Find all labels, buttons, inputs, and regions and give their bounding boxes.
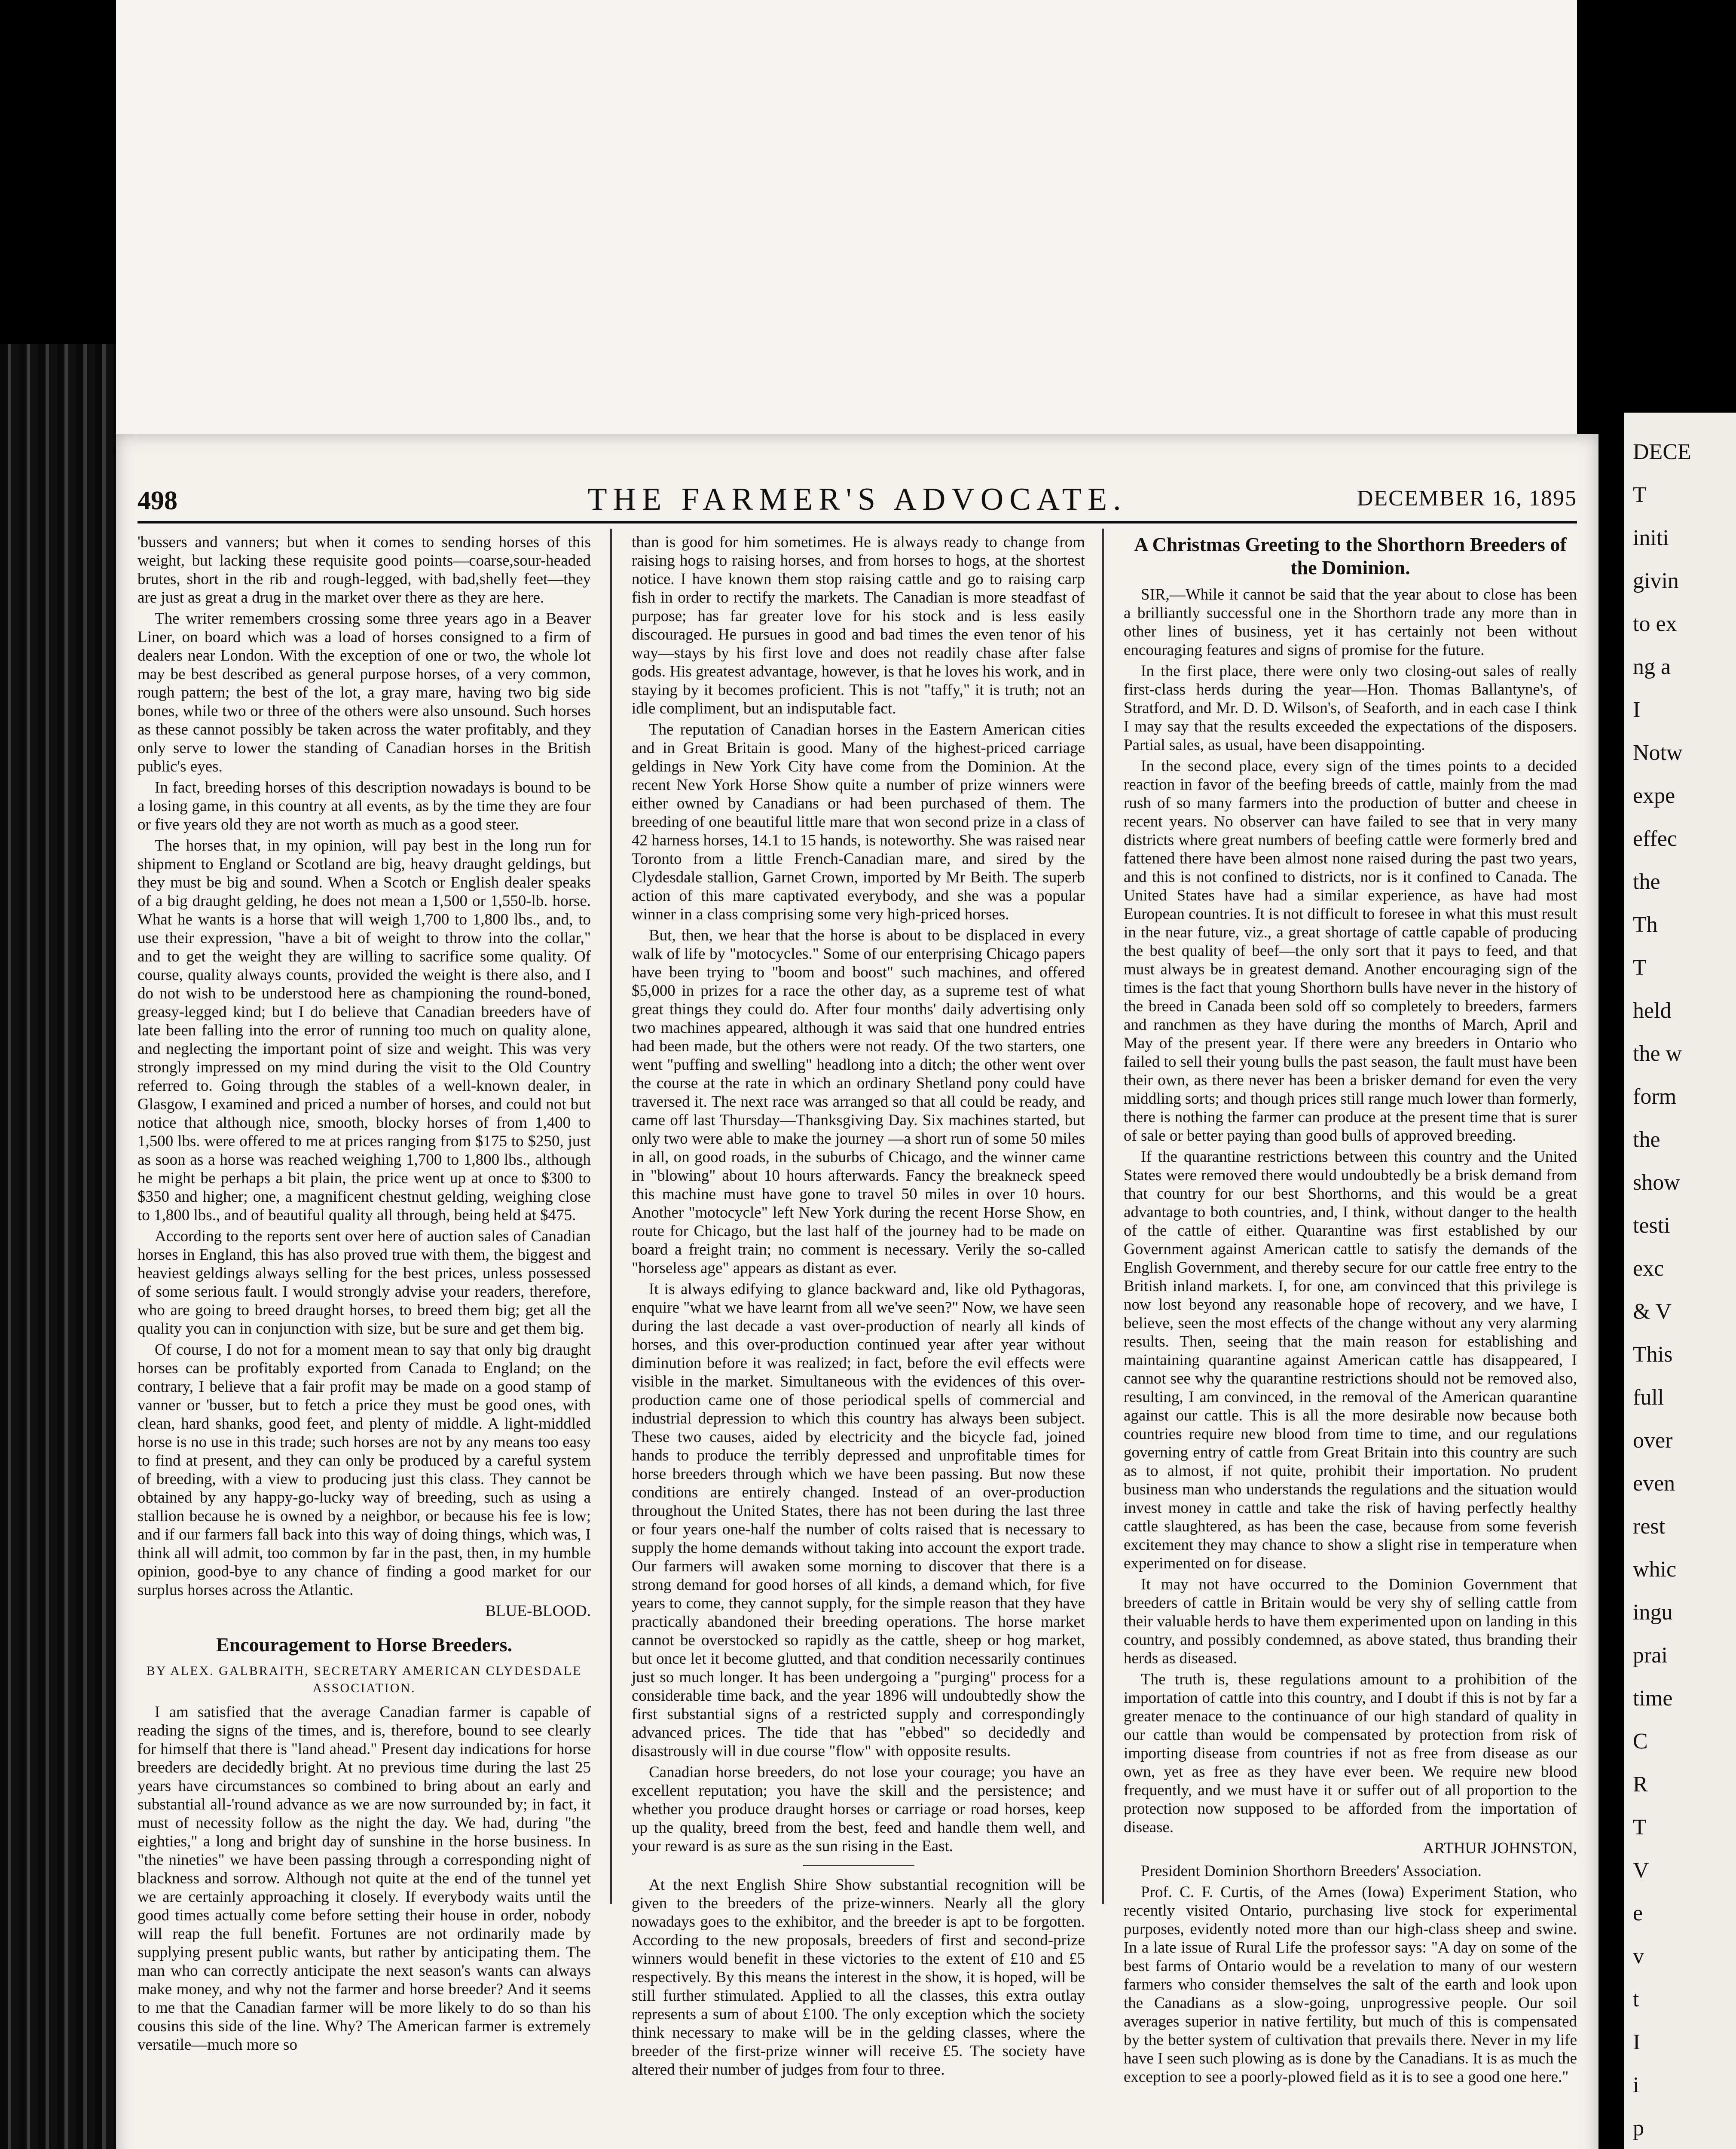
adjacent-page-fragment: C [1633, 1729, 1648, 1754]
binding-edge [0, 344, 116, 2149]
adjacent-page-fragment: testi [1633, 1213, 1670, 1238]
signature: BLUE-BLOOD. [485, 1602, 591, 1620]
adjacent-page-fragment: T [1633, 1815, 1647, 1840]
signature-title: President Dominion Shorthorn Breeders' Association. [1141, 1862, 1482, 1880]
adjacent-page-fragment: show [1633, 1170, 1680, 1195]
adjacent-page-fragment: givin [1633, 569, 1679, 593]
paragraph: It may not have occurred to the Dominion Government that breeders of cattle in Britain would be very shy of selling cattle from their valuable herds to have them experimented upon on landing in this country, and possibly condemned, as above stated, thus branding their herds as diseased. [1124, 1576, 1577, 1667]
masthead: THE FARMER'S ADVOCATE. [587, 482, 1127, 517]
adjacent-page-fragment: T [1633, 955, 1647, 980]
adjacent-page-fragment: v [1633, 1944, 1644, 1968]
adjacent-page-fragment: prai [1633, 1643, 1668, 1668]
issue-date: DECEMBER 16, 1895 [1357, 486, 1577, 511]
article-title: A Christmas Greeting to the Shorthorn Breeders of the Dominion. [1134, 533, 1567, 579]
column-divider [610, 529, 612, 1904]
paragraph: than is good for him sometimes. He is always ready to change from raising hogs to raising horses, and from horses to hogs, at the shortest notice. I have known them stop raising cattle and go to raising carp fish in order to rectify the markets. The Canadian is more steadfast of purpose; has far greater love for his stock and is less easily discouraged. He pursues in good and bad times the even tenor of his way—stays by his first love and does not readily chase after false gods. His greatest advantage, however, is that he loves his work, and in staying by it becomes proficient. This is not "taffy," it is truth; not an idle compliment, but an indisputable fact. [632, 533, 1085, 717]
adjacent-page [1624, 413, 1736, 2149]
paragraph: At the next English Shire Show substantial recognition will be given to the breeders of the prize-winners. Nearly all the glory nowadays goes to the exhibitor, and the breeder is apt to be forgotten. According to the new proposals, breeders of first and second-prize winners would benefit in these victories to the extent of £10 and £5 respectively. By this means the interest in the show, it is hoped, will be still further stimulated. Applied to all the classes, this extra outlay represents a sum of about £100. The only exception which the society think necessary to make will be in the gelding classes, where the breeder of the first-prize winner will receive £5. The society have altered their number of judges from four to three. [632, 1876, 1085, 2079]
column-2 [632, 533, 1085, 2082]
column-3 [1124, 533, 1577, 2089]
adjacent-page-fragment: T [1633, 483, 1647, 507]
blank-sheet [116, 0, 1577, 434]
adjacent-page-fragment: to ex [1633, 612, 1677, 636]
paragraph: According to the reports sent over here of auction sales of Canadian horses in England, this has also proved true with them, the biggest and heaviest geldings always selling for the best prices, unless possessed of some serious fault. I would strongly advise your readers, therefore, who are going to breed draught horses, to breed them big; get all the quality you can in conjunction with size, but be sure and get them big. [138, 1228, 591, 1338]
page-number: 498 [138, 486, 177, 515]
adjacent-page-fragment: V [1633, 1858, 1649, 1883]
adjacent-page-fragment: held [1633, 998, 1672, 1023]
adjacent-page-fragment: over [1633, 1428, 1673, 1453]
adjacent-page-fragment: ingu [1633, 1600, 1673, 1625]
paragraph: 'bussers and vanners; but when it comes to sending horses of this weight, but lacking these requisite good points—coarse,sour-headed brutes, short in the rib and rough-legged, with bad,shelly feet—they are just as great a drug in the market over there as they are here. [138, 533, 591, 606]
adjacent-page-fragment: initi [1633, 526, 1669, 550]
paragraph: The horses that, in my opinion, will pay best in the long run for shipment to England or Scotland are big, heavy draught geldings, but they must be big and sound. When a Scotch or English dealer speaks of a big draught gelding, he does not mean a 1,500 or 1,550-lb. horse. What he wants is a horse that will weigh 1,700 to 1,800 lbs., and, to use their expression, "have a bit of weight to throw into the collar," and to get the weight they are willing to sacrifice some quality. Of course, quality always counts, provided the weight is there also, and I do not wish to be understood here as championing the round-boned, greasy-legged kind; but I do believe that Canadian breeders have of late been falling into the error of running too much on quality alone, and neglecting the important point of size and weight. This was very strongly impressed on my mind during the visit to the Old Country referred to. Going through the stables of a well-known dealer, in Glasgow, I examined and priced a number of horses, and could not but notice that although nice, smooth, blocky horses of from 1,400 to 1,500 lbs. were offered to me at prices ranging from $175 to $250, just as soon as a horse was reached weighing 1,700 to 1,800 lbs., although he might be perhaps a bit plain, the price went up at once to $300 to $350 and higher; one, a magnificent chestnut gelding, weighing close to 1,800 lbs., and of beautiful quality all through, being held at $475. [138, 837, 591, 1224]
header-rule [138, 521, 1577, 523]
paragraph: Canadian horse breeders, do not lose your courage; you have an excellent reputation; you have the skill and the persistence; and whether you produce draught horses or carriage or road horses, keep up the quality, breed from the best, feed and handle them well, and your reward is as sure as the sun rising in the East. [632, 1763, 1085, 1855]
adjacent-page-fragment: DECE [1633, 440, 1691, 464]
signature: ARTHUR JOHNSTON, [1423, 1840, 1577, 1857]
adjacent-page-fragment: Notw [1633, 741, 1683, 765]
adjacent-page-fragment: the [1633, 869, 1660, 894]
adjacent-page-fragment: rest [1633, 1514, 1666, 1539]
section-separator [803, 1865, 914, 1866]
adjacent-page-fragment: expe [1633, 784, 1675, 808]
paragraph: The reputation of Canadian horses in the Eastern American cities and in Great Britain is good. Many of the highest-priced carriage geldings in New York City have come from the Dominion. At the recent New York Horse Show quite a number of prize winners were either owned by Canadians or had been purchased of them. The breeding of one beautiful little mare that won second prize in a class of 42 harness horses, 14.1 to 15 hands, is noteworthy. She was raised near Toronto from a little French-Canadian mare, and sired by the Clydesdale stallion, Garnet Crown, imported by Mr Beith. The superb action of this mare captivated everybody, and she was a popular winner in a class comprising some very high-priced horses. [632, 721, 1085, 923]
paragraph: If the quarantine restrictions between this country and the United States were removed there would undoubtedly be a brisk demand from that country for our best Shorthorns, and this would be a great advantage to both countries, and, I think, without danger to the health of the cattle of either. Quarantine was first established by our Government against American cattle to satisfy the demands of the English Government, and thereby secure for our cattle free entry to the British inland markets. I, for one, am convinced that this privilege is now lost beyond any reasonable hope of recovery, and we have, I believe, seen the most effects of the change without any very alarming results. Then, seeing that the main reason for establishing and maintaining quarantine against American cattle has disappeared, I cannot see why the quarantine restrictions should not be removed also, resulting, I am convinced, in the removal of the American quarantine against our cattle. This is all the more desirable now because both countries require new blood from time to time, and our regulations governing entry of cattle from Great Britain into this country are such as to almost, if not quite, prohibit their importation. No prudent business man who understands the regulations and the situation would invest money in cattle and take the risk of having perfectly healthy cattle slaughtered, as has been the case, because from some feverish excitement they may chance to show a slight rise in temperature when experimented on for disease. [1124, 1148, 1577, 1572]
paragraph: It is always edifying to glance backward and, like old Pythagoras, enquire "what we have learnt from all we've seen?" Now, we have seen during the last decade a vast over-production of nearly all kinds of horses, and this over-production continued year after year without diminution before it was realized; in fact, before the evil effects were visible in the market. Simultaneous with the evidences of this over-production came one of those periodical spells of commercial and industrial depression to which this country has always been subject. These two causes, aided by electricity and the bicycle fad, joined hands to produce the terribly depressed and unprofitable times for horse breeders through which we have been passing. But now these conditions are entirely changed. Instead of an over-production throughout the United States, there has not been during the last three or four years one-half the number of colts raised that is necessary to supply the home demands without taking into account the export trade. Our farmers will awaken some morning to discover that there is a strong demand for good horses of all kinds, a demand which, for five years to come, they cannot supply, for the simple reason that they have practically abandoned their breeding operations. The horse market cannot be overstocked so rapidly as the cattle, sheep or hog market, but once let it become glutted, and that condition necessarily continues just so much longer. It has been undergoing a "purging" process for a considerable time back, and the year 1896 will undoubtedly show the first substantial signs of a restricted supply and correspondingly advanced prices. The tide that has "ebbed" so decidedly and disastrously will in due course "flow" with opposite results. [632, 1280, 1085, 1760]
paragraph: I am satisfied that the average Canadian farmer is capable of reading the signs of the times, and is, therefore, bound to see clearly for himself that there is "land ahead." Present day indications for horse breeders are decidedly bright. At no previous time during the last 25 years have circumstances so combined to bring about an early and substantial all-'round advance as we are now surrounded by; in fact, it must of necessity follow as the night the day. We had, during "the eighties," a long and bright day of sunshine in the horse business. In "the nineties" we have been passing through a corresponding night of blackness and sorrow. Although not quite at the end of the tunnel yet we are certainly approaching it closely. If everybody waits until the good times actually come before setting their house in order, nobody will reap the full benefit. Fortunes are not ordinarily made by supplying present public wants, but rather by anticipating them. The man who can correctly anticipate the next season's wants can always make money, and why not the farmer and horse breeder? And it seems to me that the Canadian farmer will be more likely to do so than his cousins this side of the line. Why? The American farmer is extremely versatile—much more so [138, 1703, 591, 2054]
adjacent-page-fragment: Th [1633, 912, 1658, 937]
column-divider [1102, 529, 1104, 1904]
adjacent-page-fragment: p [1633, 2116, 1644, 2140]
page-header [138, 481, 1577, 520]
adjacent-page-fragment: time [1633, 1686, 1673, 1711]
paragraph: The truth is, these regulations amount to a prohibition of the importation of cattle into this country, and I doubt if this is not by far a greater menace to the continuance of our high standard of quality in our cattle than would be compensated by protection from risk of importing disease from countries if not as free from disease as our own, yet as free as they have ever been. We require new blood frequently, and we must have it or suffer out of all proportion to the protection now supposed to be afforded from the importation of disease. [1124, 1671, 1577, 1836]
paragraph: SIR,—While it cannot be said that the year about to close has been a brilliantly successful one in the Shorthorn trade any more than in other lines of business, yet it has certainly not been without encouraging features and signs of promise for the future. [1124, 586, 1577, 659]
adjacent-page-fragment: the [1633, 1127, 1660, 1152]
adjacent-page-fragment: & V [1633, 1299, 1672, 1324]
paragraph: But, then, we hear that the horse is about to be displaced in every walk of life by "motocycles." Some of our enterprising Chicago papers have been trying to "boom and boost" such machines, and offered $5,000 in prizes for a race the other day, as a supreme test of what great things they could do. After four months' daily advertising only two machines appeared, although it was said that one hundred entries had been made, but the others were not ready. Of the two starters, one went "puffing and swelling" headlong into a ditch; the other went over the course at the rate in which an ordinary Shetland pony could have traversed it. The next race was arranged so that all could be ready, and came off last Thursday—Thanksgiving Day. Six machines started, but only two were able to make the journey —a short run of some 50 miles in all, on good roads, in the suburbs of Chicago, and the winner came in "blowing" about 10 hours afterwards. Fancy the breakneck speed this machine must have gone to travel 50 miles in over 10 hours. Another "motocycle" left New York during the recent Horse Show, en route for Chicago, but the last half of the journey had to be made on board a freight train; no comment is necessary. Verily the so-called "horseless age" appears as distant as ever. [632, 927, 1085, 1277]
adjacent-page-fragment: even [1633, 1471, 1675, 1496]
column-1 [138, 533, 591, 2057]
byline: BY ALEX. GALBRAITH, SECRETARY AMERICAN CLYDESDALE ASSOCIATION. [146, 1664, 582, 1695]
adjacent-page-fragment: form [1633, 1084, 1677, 1109]
adjacent-page-fragment: I [1633, 2030, 1641, 2054]
adjacent-page-fragment: the w [1633, 1041, 1682, 1066]
paragraph: Prof. C. F. Curtis, of the Ames (Iowa) Experiment Station, who recently visited Ontario, purchasing live stock for experimental purposes, evidently noted more than our high-class sheep and swine. In a late issue of Rural Life the professor says: "A day on some of the best farms of Ontario would be a revelation to many of our western farmers who consider themselves the salt of the earth and look upon the Canadians as a slow-going, unprogressive people. Our soil averages superior in native fertility, but much of this is compensated by the better system of cultivation that prevails there. Never in my life have I seen such plowing as is done by the Canadians. It is as much the exception to see a poorly-plowed field as it is to see a good one here." [1124, 1883, 1577, 2086]
adjacent-page-fragment: This [1633, 1342, 1673, 1367]
adjacent-page-fragment: R [1633, 1772, 1648, 1797]
paragraph: In the second place, every sign of the times points to a decided reaction in favor of the beefing breeds of cattle, mainly from the mad rush of so many farmers into the production of butter and cheese in recent years. No observer can have failed to see that in very many districts where great numbers of beefing cattle were formerly bred and fattened there have been almost none raised during the past two years, and this is not confined to districts, nor is it confined to Canada. The United States have had a similar experience, as have had most European countries. It is not difficult to foresee in what this must result in the near future, viz., a great shortage of cattle capable of producing the best quality of beef—the only sort that it pays to feed, and that must always be in greatest demand. Another encouraging sign of the times is the fact that young Shorthorn bulls have never in the history of the breed in Canada been sold off so completely to breeders, farmers and ranchmen as they have during the months of March, April and May of the present year. If there were any breeders in Ontario who failed to sell their young bulls the past season, the fault must have been their own, as there never has been a brisker demand for even the very middling sorts; and though prices still range much lower than formerly, there is nothing the farmer can produce at the present time that is surer of sale or better paying than good bulls of approved breeding. [1124, 757, 1577, 1145]
adjacent-page-fragment: e [1633, 1901, 1643, 1926]
adjacent-page-fragment: ng a [1633, 655, 1671, 679]
paragraph: The writer remembers crossing some three years ago in a Beaver Liner, on board which was a load of horses consigned to a firm of dealers near London. With the exception of one or two, the whole lot may be best described as general purpose horses, of a very common, rough pattern; the best of the lot, a gray mare, having two big side bones, while two or three of the others were also unsound. Such horses as these cannot possibly be taken across the water profitably, and they only serve to lower the standing of Canadian horses in the British public's eyes. [138, 610, 591, 775]
adjacent-page-fragment: t [1633, 1987, 1639, 2011]
adjacent-page-fragment: full [1633, 1385, 1664, 1410]
adjacent-page-fragment: exc [1633, 1256, 1664, 1281]
paragraph: Of course, I do not for a moment mean to say that only big draught horses can be profitably exported from Canada to England; on the contrary, I believe that a fair profit may be made on a good stamp of vanner or 'busser, but to fetch a price they must be good ones, with clean, hard shanks, good feet, and plenty of middle. A light-middled horse is no use in this trade; such horses are not by any means too easy to find at present, and they can only be produced by a careful system of breeding, with a view to producing just this class. They cannot be obtained by any happy-go-lucky way of breeding, such as using a stallion because he is owned by a neighbor, or because his fee is low; and if our farmers fall back into this way of doing things, which was, I think all will admit, too common by far in the past, then, in my humble opinion, good-bye to any chance of finding a good market for our surplus horses across the Atlantic. [138, 1341, 591, 1599]
adjacent-page-fragment: i [1633, 2073, 1639, 2097]
paragraph: In fact, breeding horses of this description nowadays is bound to be a losing game, in this country at all events, as by the time they are four or five years old they are not worth as much as a good steer. [138, 779, 591, 833]
article-title: Encouragement to Horse Breeders. [216, 1634, 512, 1656]
adjacent-page-fragment: effec [1633, 827, 1677, 851]
adjacent-page-fragment: I [1633, 698, 1641, 722]
paragraph: In the first place, there were only two closing-out sales of really first-class herds during the year—Hon. Thomas Ballantyne's, of Stratford, and Mr. D. D. Wilson's, of Seaforth, and in each case I think I may say that the results exceeded the expectations of the disposers. Partial sales, as usual, have been disappointing. [1124, 662, 1577, 754]
adjacent-page-fragment: whic [1633, 1557, 1677, 1582]
